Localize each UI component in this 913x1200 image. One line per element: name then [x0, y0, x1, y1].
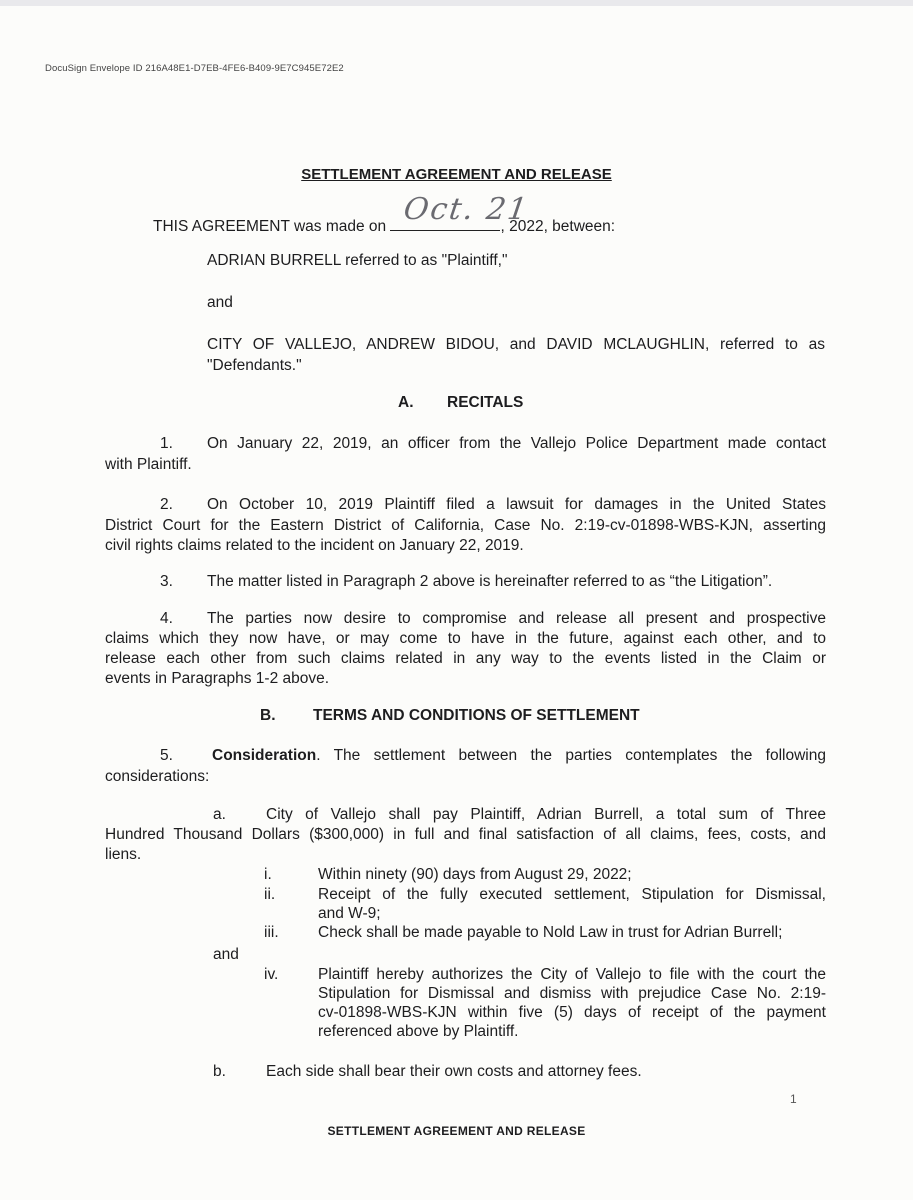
item-number: i. — [264, 866, 272, 883]
paragraph-number: 1. — [160, 435, 173, 452]
and-connector: and — [207, 294, 233, 311]
paragraph-1-line: On January 22, 2019, an officer from the Vallejo Police Department made contact — [207, 435, 826, 452]
intro-text-before: THIS AGREEMENT was made on — [153, 218, 391, 235]
paragraph-number: 2. — [160, 496, 173, 513]
document-title: SETTLEMENT AGREEMENT AND RELEASE — [301, 166, 612, 183]
paragraph-2-line: District Court for the Eastern District of California, Case No. 2:19-cv-01898-WBS-KJN, asserting — [105, 517, 826, 534]
item-iv-line: referenced above by Plaintiff. — [318, 1023, 519, 1040]
subparagraph-letter: b. — [213, 1063, 226, 1080]
paragraph-number: 4. — [160, 610, 173, 627]
paragraph-4-line: The parties now desire to compromise and release all present and prospective — [207, 610, 826, 627]
defendants-line: CITY OF VALLEJO, ANDREW BIDOU, and DAVID MCLAUGHLIN, referred to as — [207, 336, 825, 353]
consideration-lead: Consideration — [212, 747, 317, 764]
defendants-line: "Defendants." — [207, 357, 302, 374]
paragraph-3-line: The matter listed in Paragraph 2 above is hereinafter referred to as “the Litigation”. — [207, 573, 773, 590]
subparagraph-a-line: City of Vallejo shall pay Plaintiff, Adrian Burrell, a total sum of Three — [266, 806, 826, 823]
document-page — [0, 6, 913, 1200]
section-b-letter: B. — [260, 707, 276, 724]
item-number: iii. — [264, 924, 279, 941]
paragraph-number: 3. — [160, 573, 173, 590]
item-iv-line: Stipulation for Dismissal and dismiss with prejudice Case No. 2:19- — [318, 985, 826, 1002]
section-a-letter: A. — [398, 394, 414, 411]
subparagraph-b-line: Each side shall bear their own costs and attorney fees. — [266, 1063, 642, 1080]
docusign-envelope-id: DocuSign Envelope ID 216A48E1-D7EB-4FE6-B409-9E7C945E72E2 — [45, 63, 344, 74]
item-iii-line: Check shall be made payable to Nold Law in trust for Adrian Burrell; — [318, 924, 783, 941]
item-iv-line: Plaintiff hereby authorizes the City of Vallejo to file with the court the — [318, 966, 826, 983]
paragraph-2-line: On October 10, 2019 Plaintiff filed a lawsuit for damages in the United States — [207, 496, 826, 513]
subparagraph-a-line: liens. — [105, 846, 142, 863]
paragraph-4-line: events in Paragraphs 1-2 above. — [105, 670, 330, 687]
subparagraph-a-line: Hundred Thousand Dollars ($300,000) in full and final satisfaction of all claims, fees, costs, and — [105, 826, 826, 843]
item-ii-line: and W-9; — [318, 905, 381, 922]
item-ii-line: Receipt of the fully executed settlement, Stipulation for Dismissal, — [318, 886, 826, 903]
item-number: iv. — [264, 966, 279, 983]
paragraph-5-line: considerations: — [105, 768, 210, 785]
paragraph-5-line — [212, 747, 826, 765]
agreement-intro — [153, 192, 616, 236]
paragraph-1-line: with Plaintiff. — [105, 456, 192, 473]
handwritten-date: Oct. 21 — [402, 192, 532, 227]
section-a-heading: RECITALS — [447, 394, 524, 411]
paragraph-2-line: civil rights claims related to the incident on January 22, 2019. — [105, 537, 524, 554]
subparagraph-letter: a. — [213, 806, 226, 823]
plaintiff-line: ADRIAN BURRELL referred to as "Plaintiff," — [207, 252, 508, 269]
page-footer: SETTLEMENT AGREEMENT AND RELEASE — [327, 1124, 586, 1138]
intro-text-after: , 2022, between: — [500, 218, 616, 235]
paragraph-4-line: claims which they now have, or may come to have in the future, against each other, and to — [105, 630, 826, 647]
item-iv-line: cv-01898-WBS-KJN within five (5) days of receipt of the payment — [318, 1004, 826, 1021]
date-field — [390, 192, 532, 231]
item-number: ii. — [264, 886, 276, 903]
item-i-line: Within ninety (90) days from August 29, 2022; — [318, 866, 632, 883]
consideration-text: . The settlement between the parties contemplates the following — [316, 747, 826, 764]
paragraph-4-line: release each other from such claims related in any way to the events listed in the Claim or — [105, 650, 826, 667]
and-connector: and — [213, 946, 239, 963]
section-b-heading: TERMS AND CONDITIONS OF SETTLEMENT — [313, 707, 640, 724]
page-number: 1 — [790, 1092, 797, 1106]
paragraph-number: 5. — [160, 747, 173, 764]
